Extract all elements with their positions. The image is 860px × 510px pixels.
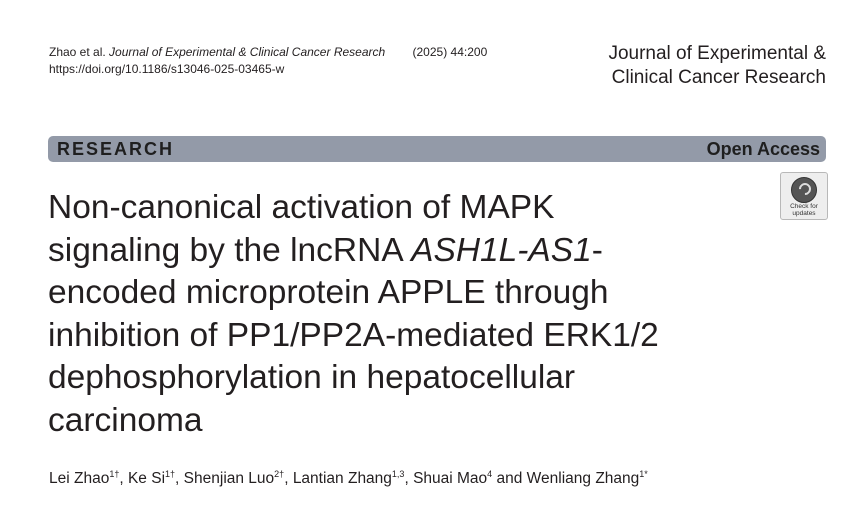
check-for-updates-button[interactable] [780, 172, 828, 220]
author-name: Lantian Zhang [292, 470, 392, 487]
open-access-label: Open Access [706, 139, 820, 159]
author-separator: , [284, 470, 293, 487]
author-separator: and [492, 470, 527, 487]
title-line-6: carcinoma [48, 401, 203, 439]
author-affiliation: 2† [274, 468, 285, 479]
title-line-3: encoded microprotein APPLE through [48, 274, 609, 311]
check-for-updates-line2: updates [792, 210, 816, 217]
title-line-5: dephosphorylation in hepatocellular [48, 359, 576, 396]
check-for-updates-label [781, 203, 827, 217]
author-separator: , [404, 470, 414, 487]
citation-block [49, 44, 487, 78]
article-type-label: RESEARCH [57, 139, 175, 159]
check-for-updates-line1: Check for [790, 203, 818, 210]
author-name: Shenjian Luo [183, 470, 275, 487]
journal-logo-line1: Journal of Experimental & [608, 43, 826, 64]
author[interactable] [413, 470, 492, 487]
article-title [48, 187, 748, 442]
author-affiliation: 1* [639, 468, 648, 479]
author[interactable] [293, 470, 405, 487]
title-line-2-text: signaling by the lncRNA [48, 231, 412, 269]
author-name: Lei Zhao [49, 470, 110, 487]
author[interactable] [184, 470, 285, 487]
doi-link[interactable]: https://doi.org/10.1186/s13046-025-03465-w [49, 62, 285, 76]
journal-logo-line2: Clinical Cancer Research [611, 67, 826, 88]
journal-logo [608, 42, 826, 90]
author-list [49, 470, 648, 488]
author-affiliation: 1† [165, 468, 176, 479]
author[interactable] [128, 470, 175, 487]
author-name: Shuai Mao [413, 470, 488, 487]
author-affiliation: 4 [487, 468, 493, 479]
author-name: Wenliang Zhang [526, 470, 640, 487]
author-affiliation: 1,3 [391, 468, 405, 479]
author-name: Ke Si [127, 470, 166, 487]
author-affiliation: 1† [109, 468, 120, 479]
title-line-2-hyphen: - [591, 231, 603, 269]
title-gene-name: ASH1L-AS1 [411, 231, 592, 269]
author[interactable] [49, 470, 119, 487]
title-line-2 [48, 230, 748, 273]
article-type-banner [48, 136, 826, 162]
check-for-updates-icon [791, 177, 817, 203]
title-line-4: inhibition of PP1/PP2A-mediated ERK1/2 [48, 316, 659, 354]
citation-journal: Journal of Experimental & Clinical Cancer Research [109, 45, 386, 59]
citation-year-volume: (2025) 44:200 [412, 45, 488, 59]
author[interactable] [527, 470, 648, 487]
author-separator: , [175, 470, 184, 487]
citation-line [49, 44, 487, 61]
citation-authors: Zhao et al. [49, 45, 106, 59]
title-line-1: Non-canonical activation of MAPK [48, 189, 555, 226]
author-separator: , [119, 470, 128, 487]
